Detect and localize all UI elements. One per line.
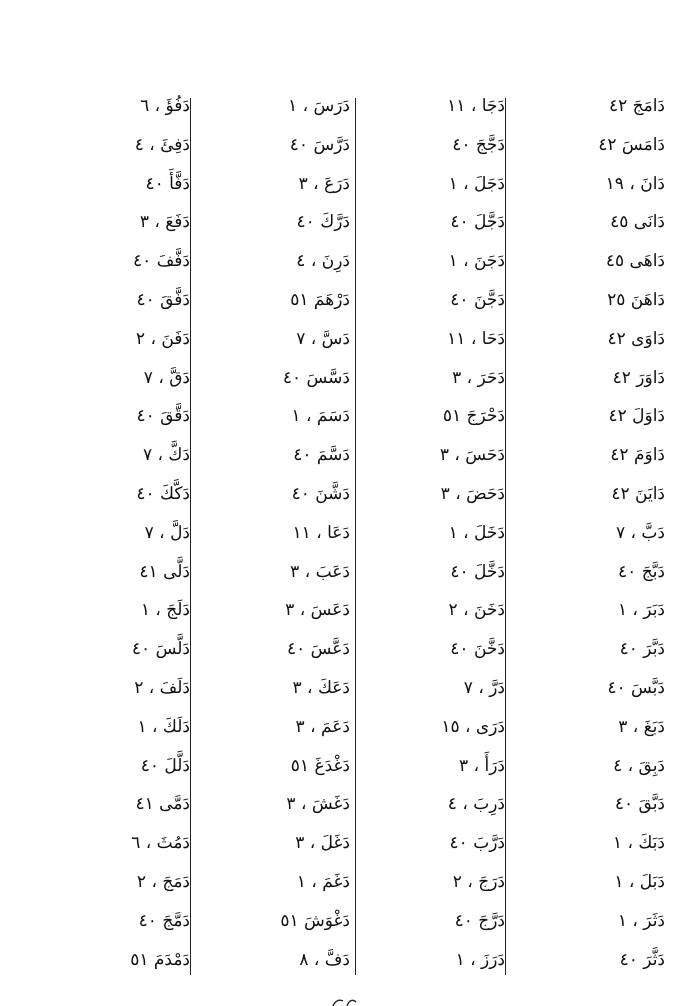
verb-entry: دَمَّجَ ٤٠ [138,910,190,931]
verb-entry: دَغْوَشَ ٥١ [280,910,350,931]
verb-entry: دَرَعَ ، ٣ [298,173,350,194]
verb-entry: دَقَّقَ ٤٠ [136,406,190,427]
verb-entry: دَجَّلَ ٤٠ [450,212,505,233]
verb-entry: دَلَّلَ ٤٠ [140,755,190,776]
verb-entry: دَاهَى ٤٥ [605,251,665,272]
verb-entry: دَخَّلَ ٤٠ [450,561,505,582]
verb-entry: دَفَّأَ ٤٠ [145,173,190,194]
verb-entry: دَجَّنَ ٤٠ [450,289,505,310]
verb-entry: دَعَا ، ١١ [292,522,350,543]
verb-column-3 [200,87,350,979]
verb-entry: دَعَمَ ، ٣ [295,716,350,737]
verb-entry: دَبَكَ ، ١ [612,833,665,854]
verb-column-2 [355,87,505,979]
verb-entry: دَفَعَ ، ٣ [139,212,190,233]
verb-entry: دَفَّفَ ٤٠ [133,251,190,272]
verb-entry: دَلَّى ٤١ [139,561,190,582]
verb-entry: دَمَجَ ، ٢ [136,871,190,892]
verb-entry: دَرَجَ ، ٢ [452,871,505,892]
verb-entry: دَبَغَ ، ٣ [618,716,665,737]
verb-entry: دَجَّجَ ٤٠ [452,134,505,155]
verb-entry: دَحْرَجَ ٥١ [442,406,505,427]
verb-entry: دَعَّسَ ٤٠ [286,639,350,660]
verb-entry: دَغَلَ ، ٣ [295,833,350,854]
verb-entry: دَلَكَ ، ١ [137,716,190,737]
verb-entry: دَلَّسَ ٤٠ [131,639,190,660]
verb-entry: دَثَّرَ ٤٠ [619,949,665,970]
verb-entry: دَجَلَ ، ١ [448,173,505,194]
verb-entry: دَرَّكَ ٤٠ [296,212,350,233]
verb-entry: دَلَفَ ، ٢ [134,677,190,698]
verb-entry: دَلَجَ ، ١ [140,600,190,621]
verb-entry: دَاوَلَ ٤٢ [608,406,665,427]
verb-entry: دَكَّكَ ٤٠ [136,483,190,504]
verb-entry: دَبَّجَ ٤٠ [618,561,665,582]
verb-entry: دَرَى ، ١٥ [441,716,505,737]
verb-entry: دَمَّى ٤١ [135,794,190,815]
verb-entry: دَامَجَ ٤٢ [608,96,665,116]
verb-entry: دَغَمَ ، ١ [296,871,350,892]
verb-column-4 [40,87,190,979]
verb-entry: دَعَكَ ، ٣ [292,677,350,698]
verb-column-1 [515,87,665,979]
verb-entry: دَمُثَ ، ٦ [131,833,190,854]
verb-entry: دَرَسَ ، ١ [288,96,350,116]
verb-entry: دَخَنَ ، ٢ [448,600,505,621]
verb-entry: دَامَسَ ٤٢ [598,134,665,155]
verb-entry: دَمْدَمَ ٥١ [130,949,190,970]
verb-entry: دَسَّمَ ٤٠ [293,445,350,466]
verb-entry: دَبَرَ ، ١ [617,600,665,621]
verb-entry: دَبَّ ، ٧ [615,522,665,543]
verb-entry: دَفَّ ، ٨ [299,949,350,970]
verb-entry: دَانَى ٤٥ [610,212,665,233]
column-divider [505,98,506,975]
verb-entry: دَاوَى ٤٢ [607,328,665,349]
verb-entry: دَفُؤَ ، ٦ [140,96,190,116]
verb-entry: دَرَأَ ، ٣ [459,755,505,776]
verb-entry: دَغْدَغَ ٥١ [290,755,350,776]
verb-entry: دَاوَمَ ٤٢ [610,445,665,466]
verb-entry: دَحَا ، ١١ [447,328,505,349]
verb-entry: دَرِنَ ، ٤ [296,251,350,272]
verb-entry: دَسَّسَ ٤٠ [282,367,350,388]
verb-entry: دَحَضَ ، ٣ [440,483,505,504]
verb-entry: دَحَسَ ، ٣ [439,445,505,466]
verb-entry: دَرَّ ، ٧ [463,677,505,698]
verb-entry: دَلَّ ، ٧ [144,522,190,543]
verb-entry: دَرَّسَ ٤٠ [289,134,350,155]
verb-entry: دَرْهَمَ ٥١ [290,289,350,310]
verb-entry: دَبِقَ ، ٤ [613,755,665,776]
verb-entry: دَقَّ ، ٧ [143,367,190,388]
verb-entry: دَبَلَ ، ١ [614,871,665,892]
verb-entry: دَبَّسَ ٤٠ [607,677,665,698]
verb-entry: دَبَّرَ ٤٠ [619,639,665,660]
verb-entry: دَفِئَ ، ٤ [134,134,190,155]
verb-entry: دَعَسَ ، ٣ [285,600,350,621]
verb-entry: دَكَّ ، ٧ [142,445,190,466]
verb-entry: دَرَزَ ، ١ [455,949,505,970]
verb-entry: دَفَّقَ ٤٠ [136,289,190,310]
verb-entry: دَخَّنَ ٤٠ [450,639,505,660]
verb-entry: دَاهَنَ ٢٥ [607,289,665,310]
verb-entry: دَرَّجَ ٤٠ [454,910,505,931]
verb-entry: دَجَنَ ، ١ [448,251,505,272]
verb-entry: دَثَرَ ، ١ [617,910,665,931]
verb-entry: دَغَشَ ، ٣ [286,794,350,815]
verb-entry: دَايَنَ ٤٢ [611,483,665,504]
verb-entry: دَعَبَ ، ٣ [290,561,350,582]
verb-entry: دَحَرَ ، ٣ [452,367,505,388]
cropped-page-number-mark [325,992,365,1006]
verb-entry: دَرَّبَ ٤٠ [449,833,505,854]
verb-entry: دَبَّقَ ٤٠ [614,794,665,815]
verb-entry: دَاوَرَ ٤٢ [612,367,665,388]
verb-entry: دَشَّنَ ٤٠ [291,483,350,504]
verb-entry: دَخَلَ ، ١ [448,522,505,543]
verb-entry: دَسَّ ، ٧ [296,328,350,349]
verb-entry: دَرِبَ ، ٤ [447,794,505,815]
verb-entry: دَسَمَ ، ١ [291,406,350,427]
verb-entry: دَفَنَ ، ٢ [135,328,190,349]
verb-entry: دَانَ ، ١٩ [605,173,665,194]
column-divider [190,98,191,975]
verb-entry: دَجَا ، ١١ [447,96,505,116]
